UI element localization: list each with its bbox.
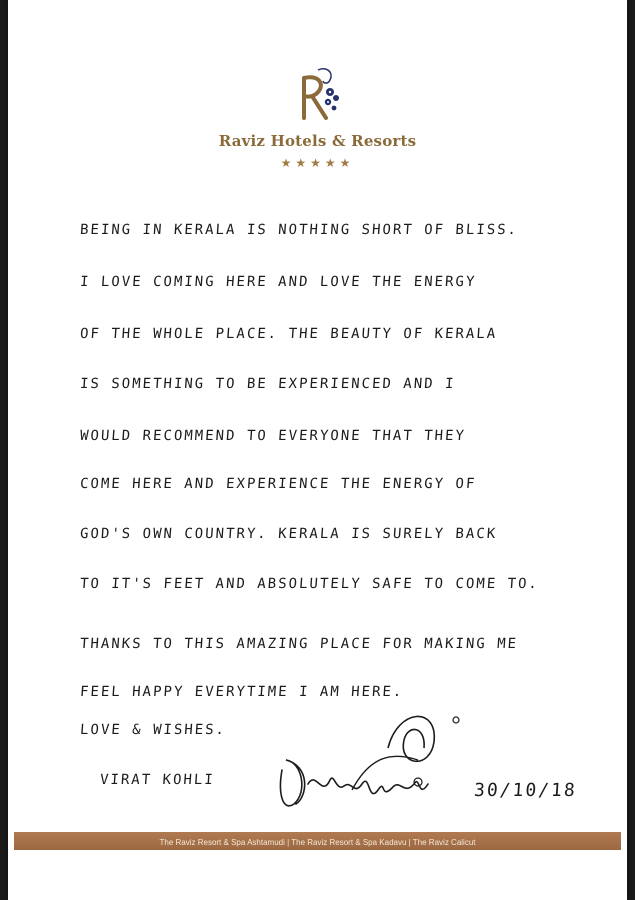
raviz-r-monogram-icon	[292, 64, 344, 126]
handwritten-signature	[268, 700, 478, 820]
letter-date: 30/10/18	[473, 780, 578, 801]
letterhead-footer	[14, 832, 621, 850]
letter-line: WOULD RECOMMEND TO EVERYONE THAT THEY	[79, 428, 467, 444]
hotel-brand-name: Raviz Hotels & Resorts	[218, 132, 417, 150]
letter-line: I LOVE COMING HERE AND LOVE THE ENERGY	[79, 274, 477, 290]
letterhead-page	[8, 0, 627, 900]
letter-closing: LOVE & WISHES.	[79, 722, 227, 738]
star-rating: ★★★★★	[280, 156, 355, 170]
letter-line: GOD'S OWN COUNTRY. KERALA IS SURELY BACK	[79, 526, 498, 542]
letter-line: OF THE WHOLE PLACE. THE BEAUTY OF KERALA	[79, 326, 498, 342]
letter-line: THANKS TO THIS AMAZING PLACE FOR MAKING ME	[79, 636, 519, 652]
letter-line: BEING IN KERALA IS NOTHING SHORT OF BLISS.	[79, 222, 519, 238]
letterhead-header	[8, 64, 627, 170]
footer-properties: The Raviz Resort & Spa Ashtamudi | The Raviz Resort & Spa Kadavu | The Raviz Calicut	[159, 838, 476, 847]
letter-line: TO IT'S FEET AND ABSOLUTELY SAFE TO COME TO.	[79, 576, 540, 592]
letter-line: COME HERE AND EXPERIENCE THE ENERGY OF	[79, 476, 477, 492]
letter-line: IS SOMETHING TO BE EXPERIENCED AND I	[79, 376, 456, 392]
letter-line: FEEL HAPPY EVERYTIME I AM HERE.	[79, 684, 404, 700]
signer-name: VIRAT KOHLI	[99, 772, 216, 788]
